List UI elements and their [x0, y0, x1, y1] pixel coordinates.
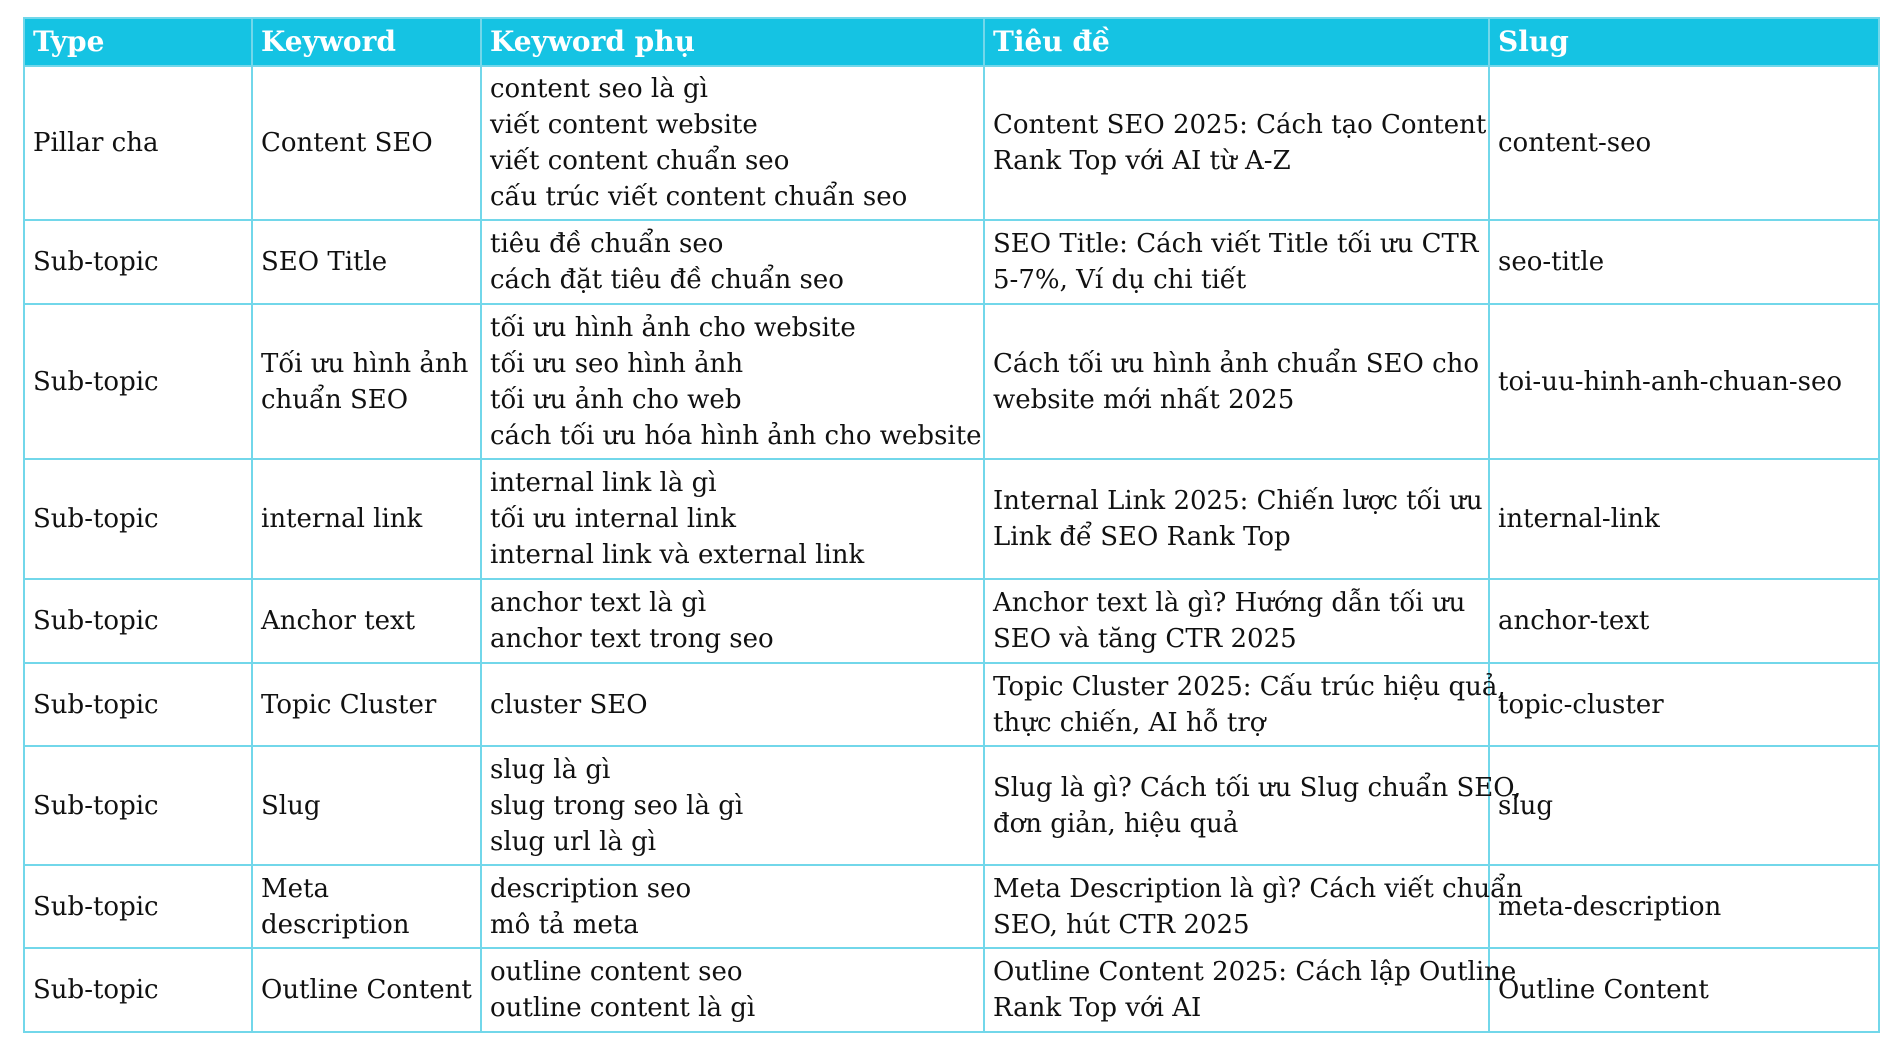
- header-slug: Slug: [1489, 18, 1879, 66]
- cell-slug: Outline Content: [1489, 948, 1879, 1032]
- keyword-line: Anchor text: [261, 606, 416, 636]
- cell-title: [984, 459, 1489, 579]
- sub-keyword: tiêu đề chuẩn seo: [490, 229, 724, 259]
- header-row: [24, 18, 1879, 66]
- cell-type: Sub-topic: [24, 220, 252, 304]
- title-line: Content SEO 2025: Cách tạo Content: [993, 110, 1487, 140]
- cell-keyword: [252, 865, 481, 948]
- table-row: [24, 948, 1879, 1032]
- title-line: Link để SEO Rank Top: [993, 522, 1291, 552]
- cell-slug: toi-uu-hinh-anh-chuan-seo: [1489, 304, 1879, 459]
- cell-title: [984, 66, 1489, 220]
- cell-sub-keywords: [481, 865, 984, 948]
- cell-slug: anchor-text: [1489, 579, 1879, 663]
- sub-keyword: anchor text là gì: [490, 588, 707, 618]
- title-line: 5-7%, Ví dụ chi tiết: [993, 265, 1247, 295]
- table-row: [24, 459, 1879, 579]
- table-row: [24, 66, 1879, 220]
- title-line: đơn giản, hiệu quả: [993, 808, 1239, 839]
- cell-slug: content-seo: [1489, 66, 1879, 220]
- cell-type: Sub-topic: [24, 948, 252, 1032]
- keyword-line: internal link: [261, 504, 423, 534]
- cell-title: [984, 746, 1522, 865]
- sub-keyword: outline content seo: [490, 957, 743, 987]
- sub-keyword: tối ưu seo hình ảnh: [490, 348, 744, 379]
- title-line: Internal Link 2025: Chiến lược tối ưu: [993, 486, 1483, 516]
- table-header: [24, 18, 1879, 66]
- header-keyword: Keyword: [252, 18, 481, 66]
- title-line: Rank Top với AI: [993, 993, 1202, 1023]
- keyword-plan-table-container: [23, 17, 1878, 1033]
- cell-sub-keywords: [481, 220, 984, 304]
- sub-keyword: cách tối ưu hóa hình ảnh cho website: [490, 420, 982, 451]
- title-line: SEO và tăng CTR 2025: [993, 624, 1297, 654]
- cell-type: Sub-topic: [24, 459, 252, 579]
- sub-keyword: tối ưu hình ảnh cho website: [490, 312, 856, 343]
- cell-title: [984, 579, 1489, 663]
- title-line: SEO Title: Cách viết Title tối ưu CTR: [993, 229, 1479, 259]
- keyword-line: Tối ưu hình ảnh: [261, 348, 469, 379]
- cell-keyword: [252, 579, 481, 663]
- cell-keyword: [252, 948, 481, 1032]
- cell-type: Sub-topic: [24, 663, 252, 746]
- title-line: SEO, hút CTR 2025: [993, 909, 1250, 940]
- sub-keyword: cách đặt tiêu đề chuẩn seo: [490, 265, 844, 295]
- sub-keyword: outline content là gì: [490, 993, 756, 1023]
- cell-keyword: [252, 304, 481, 459]
- keyword-plan-table: [23, 17, 1880, 1033]
- sub-keyword: cấu trúc viết content chuẩn seo: [490, 182, 908, 212]
- cell-sub-keywords: [481, 663, 984, 746]
- cell-type: Pillar cha: [24, 66, 252, 220]
- sub-keyword: anchor text trong seo: [490, 624, 774, 654]
- keyword-line: Meta description: [261, 873, 410, 940]
- sub-keyword: slug url là gì: [490, 826, 657, 857]
- cell-type: Sub-topic: [24, 865, 252, 948]
- cell-type: Sub-topic: [24, 746, 252, 865]
- title-line: Rank Top với AI từ A-Z: [993, 146, 1291, 176]
- cell-title: [984, 865, 1523, 948]
- table-row: [24, 579, 1879, 663]
- keyword-line: Content SEO: [261, 128, 433, 158]
- cell-title: [984, 304, 1489, 459]
- title-line: Topic Cluster 2025: Cấu trúc hiệu quả,: [993, 671, 1506, 702]
- header-type: Type: [24, 18, 252, 66]
- sub-keyword: viết content website: [490, 110, 758, 140]
- cell-keyword: [252, 220, 481, 304]
- keyword-line: Topic Cluster: [261, 689, 437, 720]
- cell-keyword: [252, 66, 481, 220]
- table-row: [24, 663, 1879, 746]
- cell-type: Sub-topic: [24, 304, 252, 459]
- keyword-line: Outline Content: [261, 975, 472, 1005]
- sub-keyword: internal link và external link: [490, 540, 865, 570]
- table-row: [24, 865, 1879, 948]
- cell-sub-keywords: [481, 948, 984, 1032]
- cell-slug: slug: [1489, 746, 1879, 865]
- sub-keyword: tối ưu ảnh cho web: [490, 384, 742, 415]
- table-row: [24, 304, 1879, 459]
- sub-keyword: description seo: [490, 873, 692, 904]
- cell-keyword: [252, 746, 481, 865]
- sub-keyword: mô tả meta: [490, 909, 639, 940]
- cell-slug: meta-description: [1489, 865, 1879, 948]
- cell-keyword: [252, 459, 481, 579]
- cell-slug: seo-title: [1489, 220, 1879, 304]
- cell-type: Sub-topic: [24, 579, 252, 663]
- sub-keyword: internal link là gì: [490, 468, 717, 498]
- keyword-line: SEO Title: [261, 247, 388, 277]
- header-sub-keywords: Keyword phụ: [481, 18, 984, 66]
- keyword-line: Slug: [261, 790, 321, 821]
- table-row: [24, 746, 1879, 865]
- cell-sub-keywords: [481, 459, 984, 579]
- table-row: [24, 220, 1879, 304]
- title-line: thực chiến, AI hỗ trợ: [993, 707, 1266, 738]
- sub-keyword: slug là gì: [490, 754, 611, 785]
- cell-title: [984, 663, 1506, 746]
- cell-slug: internal-link: [1489, 459, 1879, 579]
- sub-keyword: tối ưu internal link: [490, 504, 736, 534]
- title-line: Meta Description là gì? Cách viết chuẩn: [993, 873, 1523, 904]
- sub-keyword: viết content chuẩn seo: [490, 146, 790, 176]
- cell-title: [984, 948, 1517, 1032]
- sub-keyword: slug trong seo là gì: [490, 790, 744, 821]
- table-body: [24, 66, 1879, 1032]
- sub-keyword: cluster SEO: [490, 689, 648, 720]
- cell-sub-keywords: [481, 579, 984, 663]
- sub-keyword: content seo là gì: [490, 74, 708, 104]
- title-line: Cách tối ưu hình ảnh chuẩn SEO cho: [993, 348, 1480, 379]
- cell-slug: topic-cluster: [1489, 663, 1879, 746]
- title-line: Outline Content 2025: Cách lập Outline: [993, 957, 1517, 987]
- cell-sub-keywords: [481, 304, 984, 459]
- header-title: Tiêu đề: [984, 18, 1489, 66]
- title-line: Slug là gì? Cách tối ưu Slug chuẩn SEO,: [993, 772, 1522, 803]
- title-line: website mới nhất 2025: [993, 384, 1295, 415]
- cell-sub-keywords: [481, 66, 984, 220]
- cell-title: [984, 220, 1489, 304]
- title-line: Anchor text là gì? Hướng dẫn tối ưu: [993, 588, 1466, 618]
- cell-sub-keywords: [481, 746, 984, 865]
- keyword-line: chuẩn SEO: [261, 384, 409, 415]
- cell-keyword: [252, 663, 481, 746]
